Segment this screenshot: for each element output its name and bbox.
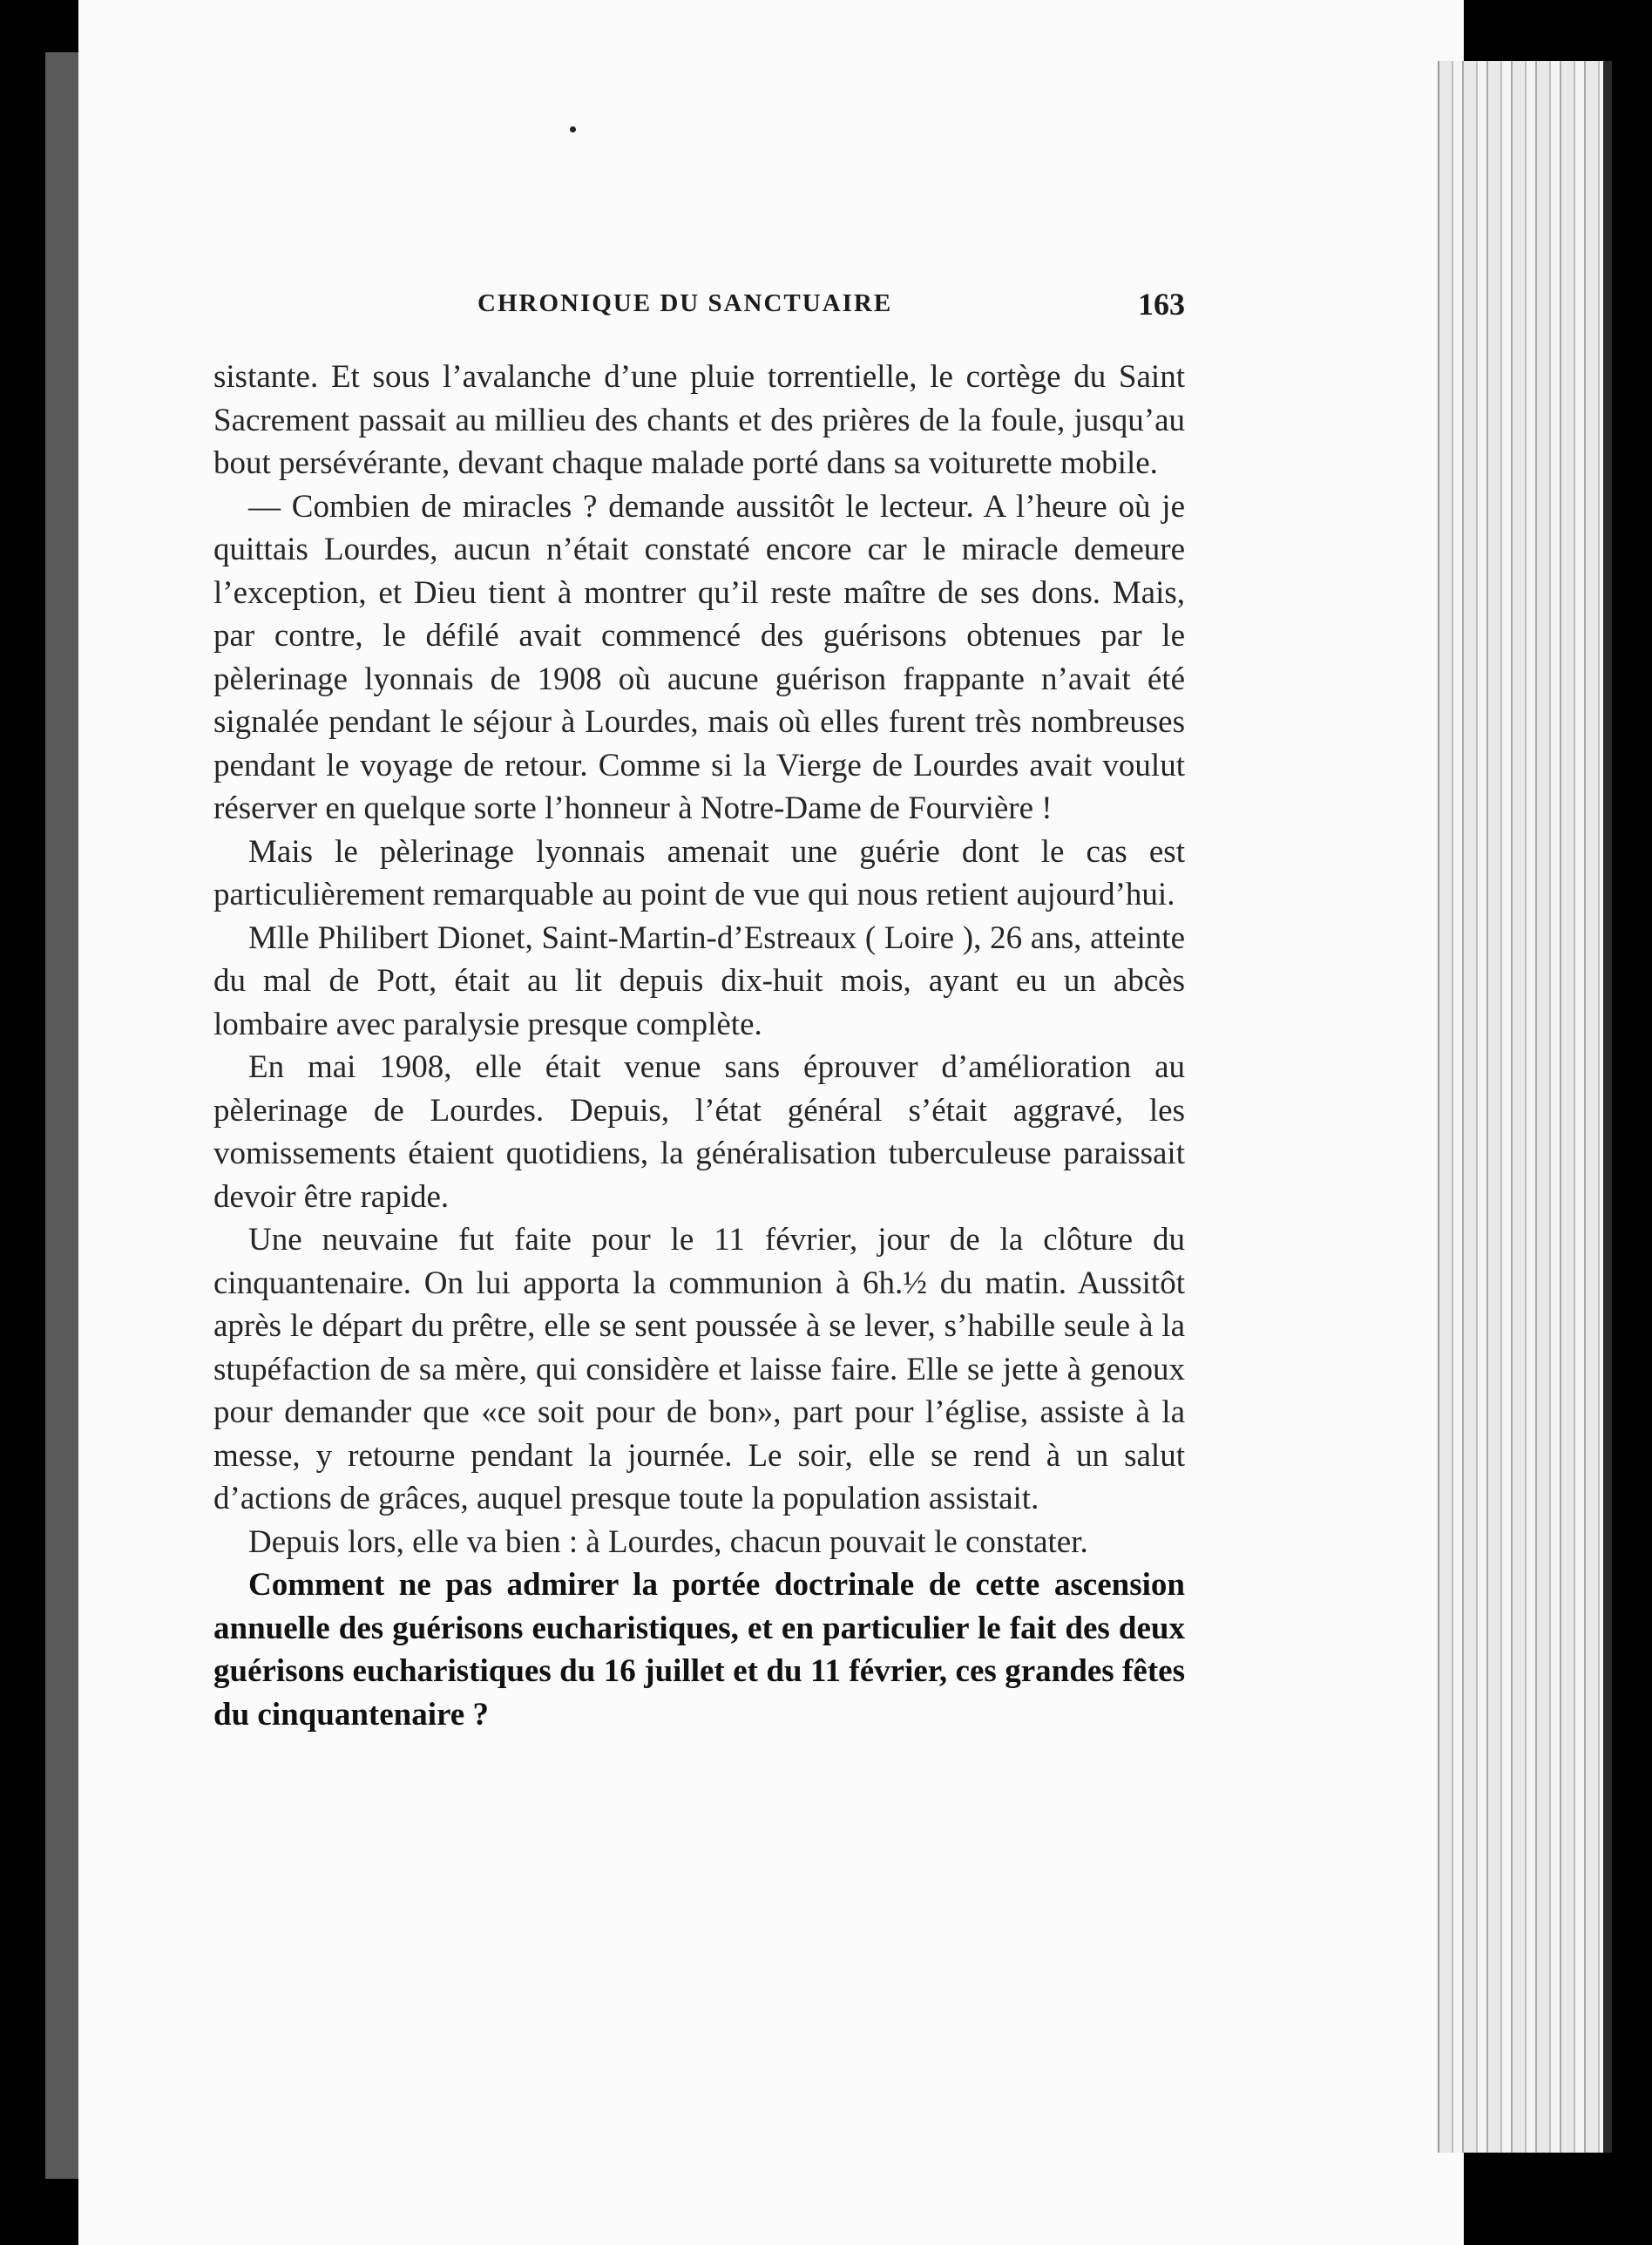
paragraph: Mlle Philibert Dionet, Saint-Martin-d’Estreaux ( Loire ), 26 ans, atteinte du mal de Pott, était au lit depuis dix-huit mois, ayant eu un abcès lombaire avec paralysie presque complète. [213, 919, 1185, 1042]
paragraph: En mai 1908, elle était venue sans éprouver d’amélioration au pèlerinage de Lourdes. Depuis, l’état général s’était aggravé, les vomissements étaient quotidiens, la généralisation tuberculeuse paraissait devoir être rapide. [213, 1049, 1185, 1215]
paragraph: — Combien de miracles ? demande aussitôt le lecteur. A l’heure où je quittais Lourdes, aucun n’était constaté encore car le miracle demeure l’exception, et Dieu tient à montrer qu’il reste maître de ses dons. Mais, par contre, le défilé avait commencé des guérisons obtenues par le pèlerinage lyonnais de 1908 où aucune guérison frappante n’avait été signalée pendant le séjour à Lourdes, mais où elles furent très nombreuses pendant le voyage de retour. Comme si la Vierge de Lourdes avait voulut réserver en quelque sorte l’honneur à Notre-Dame de Fourvière ! [213, 488, 1185, 826]
book-edge-shadow [1603, 61, 1612, 2153]
paragraph: Une neuvaine fut faite pour le 11 février, jour de la clôture du cinquantenaire. On lui apporta la communion à 6h.½ du matin. Aussitôt après le départ du prêtre, elle se sent poussée à se lever, s’habille seule à la stupéfaction de sa mère, qui considère et laisse faire. Elle se jette à genoux pour demander que «ce soit pour de bon», part pour l’église, assiste à la messe, y retourne pendant la journée. Le soir, elle se rend à un salut d’actions de grâces, auquel presque toute la population assistait. [213, 1222, 1185, 1516]
body-text [213, 356, 1185, 1736]
paragraph: Depuis lors, elle va bien : à Lourdes, chacun pouvait le constater. [248, 1523, 1088, 1560]
paragraph: Comment ne pas admirer la portée doctrinale de cette ascension annuelle des guérisons eucharistiques, et en particulier le fait des deux guérisons eucharistiques du 16 juillet et du 11 février, ces grandes fêtes du cinquantenaire ? [213, 1567, 1185, 1733]
speck-mark [570, 126, 576, 132]
page-edges [1438, 61, 1605, 2153]
page-number: 163 [1138, 287, 1185, 322]
running-header [477, 286, 1185, 326]
running-title: CHRONIQUE DU SANCTUAIRE [477, 289, 893, 317]
paragraph: Mais le pèlerinage lyonnais amenait une guérie dont le cas est particulièrement remarquable au point de vue qui nous retient aujourd’hui. [213, 833, 1185, 912]
book-gutter-shadow [45, 52, 78, 2179]
paragraph: sistante. Et sous l’avalanche d’une pluie torrentielle, le cortège du Saint Sacrement passait au millieu des chants et des prières de la foule, jusqu’au bout persévérante, devant chaque malade porté dans sa voiturette mobile. [213, 359, 1185, 481]
